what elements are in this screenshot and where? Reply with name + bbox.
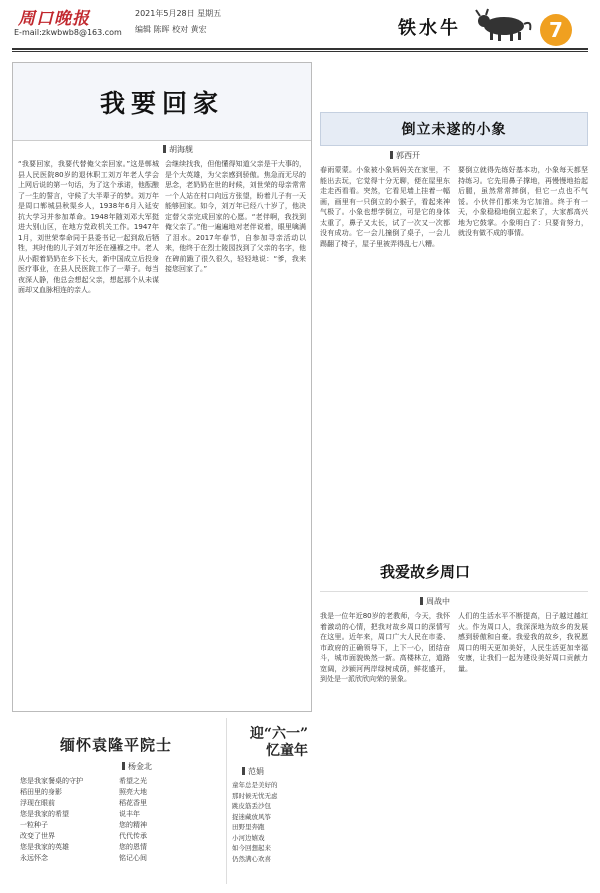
article-title: 我爱故乡周口 xyxy=(380,563,471,581)
poem-line: 那时候无忧无虑 xyxy=(232,791,278,800)
poem-column-2 xyxy=(119,776,212,864)
article-columns xyxy=(320,163,588,251)
email-address: E-mail:zkwbwb8@163.com xyxy=(14,28,122,37)
poem-line: 改变了世界 xyxy=(20,832,55,840)
masthead-rule-thin xyxy=(12,51,588,52)
article-columns xyxy=(320,609,588,687)
byline-bar xyxy=(420,597,423,605)
poem-byline xyxy=(242,766,314,777)
byline-bar xyxy=(163,145,166,153)
poem-line: 铭记心间 xyxy=(119,854,147,862)
section-title: 铁水牛 xyxy=(398,18,461,39)
poem-column-1 xyxy=(232,780,314,864)
byline-bar xyxy=(242,767,245,775)
byline-author: 郭西开 xyxy=(396,151,420,160)
article-title: 我要回家 xyxy=(99,88,224,118)
article-title-box xyxy=(13,63,311,141)
masthead xyxy=(0,0,600,64)
byline-author: 胡海舰 xyxy=(169,145,193,154)
article-elephant-handstand xyxy=(320,112,588,542)
poem-line: 您是我家的希望 xyxy=(20,810,69,818)
article-title-box xyxy=(320,552,588,592)
poem-line: 仍然满心欢喜 xyxy=(232,854,271,863)
poem-column-1 xyxy=(20,776,113,864)
poem-line: 小河边嬉戏 xyxy=(232,833,265,842)
article-column-1: 春雨蒙蒙。小象被小象妈妈关在家里，不能出去玩，它觉得十分无聊，便在屋里东走走西看看。突然，它看见墙上挂着一幅画，画里有一只倒立的小猴子，看起来神气极了。小象也想学倒立，可是它的身体太重了，鼻子又太长，试了一次又一次都没有成功。它一会儿撞倒了桌子，一会儿踢翻了椅子，屋子里被弄得乱七八糟。 xyxy=(320,166,450,248)
poem-line: 田野里奔跑 xyxy=(232,823,265,831)
poem-childhood xyxy=(226,718,314,884)
bull-icon xyxy=(470,6,534,42)
article-columns xyxy=(13,157,311,298)
byline-bar xyxy=(390,151,393,159)
dateline: 2021年5月28日 星期五 xyxy=(135,9,222,18)
poem-yuan-longping xyxy=(12,718,220,884)
poem-byline xyxy=(122,761,220,772)
poem-line: 永远怀念 xyxy=(20,854,48,862)
poem-line: 照亮大地 xyxy=(119,788,147,796)
poem-line: 说丰年 xyxy=(119,810,140,818)
poem-title: 缅怀袁隆平院士 xyxy=(59,736,172,754)
poem-line: 跳皮筋丢沙包 xyxy=(232,802,271,810)
article-column-1: 我是一位年近80岁的老教师，今天，我怀着激动的心情，把我对故乡周口的深情写在这里。近年来，周口广大人民在市委、市政府的正确领导下，上下一心，团结奋斗，城市面貌焕然一新。高楼林立，道路宽阔，沙颍河两岸绿树成荫，鲜花盛开，到处是一派欣欣向荣的景象。 xyxy=(320,612,450,683)
byline-author: 杨金北 xyxy=(128,762,152,771)
article-column-1: “我要回家，我要代替俺父亲回家。”这是郸城县人民医院80岁的退休职工刘万年老人学会上网后说的第一句话，为了这个承诺，他酝酿了一生的誓言，守候了大半辈子的梦。刘万年是周口郸城县秋渠乡人，1938年6月入延安抗大学习并参加革命。1948年随刘邓大军挺进大别山区，在地方党政机关工作。1947年1月，刘世荣奉命同于县委书记一起到敌后牺牲，其时他的儿子刘万年还在襁褓之中。老人从小跟着奶奶在乡下长大，新中国成立后投身医疗事业，在县人民医院工作了一辈子。每当夜深人静，他总会想起父亲，想起那个从未谋面却又血脉相连的亲人。 xyxy=(18,160,159,294)
poem-line: 您是我家餐桌的守护 xyxy=(20,777,83,785)
poem-line: 如今回想起来 xyxy=(232,844,271,852)
poem-line: 稻花香里 xyxy=(119,799,147,807)
article-title-box xyxy=(320,112,588,146)
byline-author: 范娟 xyxy=(248,767,264,776)
article-column-2: 要倒立就得先练好基本功，小象每天都坚持练习。它先用鼻子撑地，再慢慢地抬起后腿，虽然常常摔倒，但它一点也不气馁。小伙伴们都来为它加油。终于有一天，小象稳稳地倒立起来了，大家都高兴地为它鼓掌。小象明白了：只要肯努力，就没有做不成的事情。 xyxy=(458,166,588,237)
poem-line: 捉迷藏放风筝 xyxy=(232,812,271,821)
article-byline xyxy=(390,150,588,161)
editors-line: 编辑 陈晖 校对 黄宏 xyxy=(135,25,207,34)
article-column-2: 人们的生活水平不断提高，日子越过越红火。作为周口人，我深深地为故乡的发展感到骄傲和自豪。我爱我的故乡，我祝愿周口的明天更加美好，人民生活更加幸福安康，让我们一起为建设美好周口贡献力量。 xyxy=(458,612,588,673)
article-byline xyxy=(163,144,311,155)
article-we-go-home xyxy=(12,62,312,712)
article-column-2: 会继续找我，但他懂得知道父亲是干大事的，是个大英雄，为父亲感到骄傲。焦急而无尽的思念，老奶奶在世的时候，刘世荣的母亲常常一个人站在村口向远方张望，盼着儿子有一天能够回家。如今，刘万年已经八十岁了，他决定替父亲完成回家的心愿。“老伴啊，我找到俺父亲了。”他一遍遍地对老伴说着，眼里噙满了泪水。2017年春节，自参加寻亲活动以来，他终于在烈士陵园找到了父亲的名字，他在碑前跪了很久很久，轻轻地说：“爹，我来接您回家了。” xyxy=(165,160,306,273)
poem-line: 一粒种子 xyxy=(20,821,48,829)
poem-line: 您的恩情 xyxy=(119,843,147,851)
poem-line: 童年总是美好的 xyxy=(232,781,278,789)
poem-line: 浮现在眼前 xyxy=(20,799,55,807)
masthead-rule xyxy=(12,48,588,50)
poem-title: 迎“六一” 忆童年 xyxy=(249,726,308,759)
article-love-zhoukou xyxy=(320,552,588,884)
article-byline xyxy=(420,596,588,607)
page-number-badge: 7 xyxy=(540,14,572,46)
poem-line: 您的精神 xyxy=(119,821,147,829)
article-title: 倒立未遂的小象 xyxy=(401,122,507,138)
poem-line: 希望之光 xyxy=(119,777,147,785)
byline-bar xyxy=(122,762,125,770)
poem-line: 您是我家的英雄 xyxy=(20,843,69,851)
poem-line: 代代传承 xyxy=(119,832,147,840)
byline-author: 周战中 xyxy=(426,597,450,606)
poem-line: 稻田里的身影 xyxy=(20,788,62,796)
poem-verses xyxy=(12,776,220,864)
newspaper-logo: 周口晚报 xyxy=(18,9,90,29)
